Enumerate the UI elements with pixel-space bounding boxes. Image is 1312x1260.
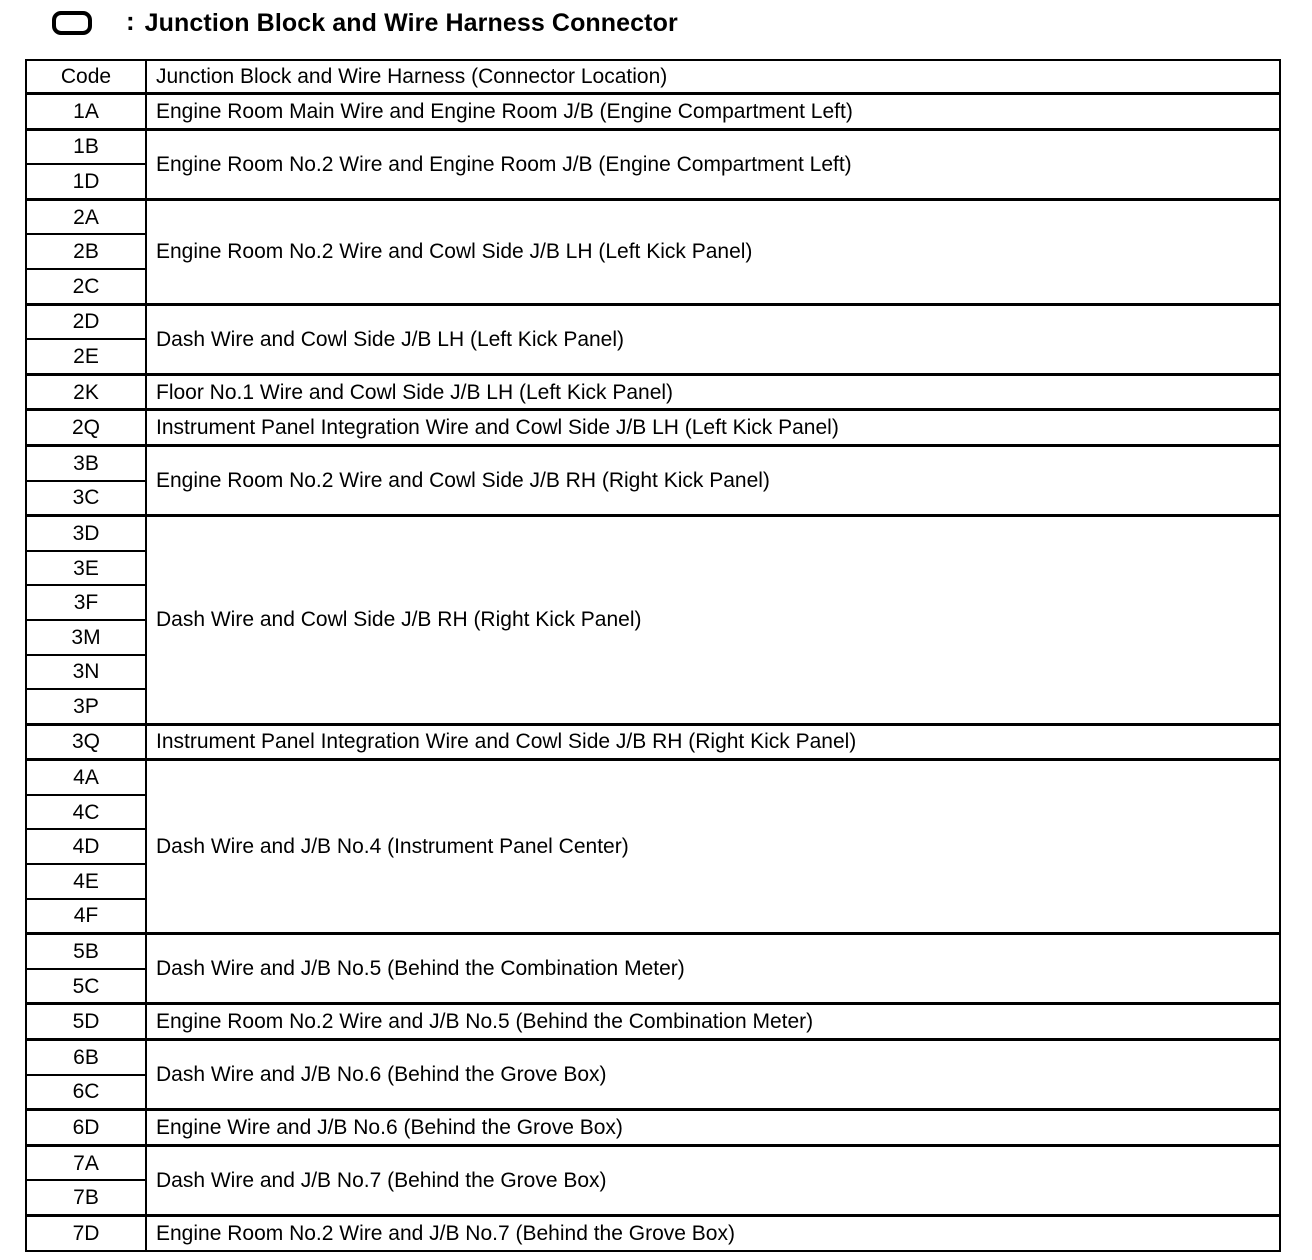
- table-row: [26, 1145, 1280, 1180]
- table-row: [26, 410, 1280, 446]
- connector-code: 6B: [26, 1040, 146, 1075]
- connector-table: [25, 59, 1281, 1252]
- table-row: [26, 445, 1280, 480]
- connector-code: 3P: [26, 689, 146, 724]
- column-header-code: Code: [26, 60, 146, 94]
- connector-code: 5D: [26, 1004, 146, 1040]
- connector-code: 2Q: [26, 410, 146, 446]
- connector-code: 3F: [26, 585, 146, 620]
- table-row: [26, 129, 1280, 164]
- connector-code: 5C: [26, 969, 146, 1004]
- connector-code: 4A: [26, 760, 146, 795]
- connector-location: Engine Room Main Wire and Engine Room J/B (Engine Compartment Left): [146, 94, 1280, 130]
- connector-code: 7A: [26, 1145, 146, 1180]
- connector-code: 4D: [26, 829, 146, 864]
- table-row: [26, 934, 1280, 969]
- connector-code: 1D: [26, 164, 146, 199]
- connector-code: 3B: [26, 445, 146, 480]
- table-row: [26, 724, 1280, 760]
- connector-code: 2E: [26, 339, 146, 374]
- table-row: [26, 374, 1280, 410]
- table-header-row: [26, 60, 1280, 94]
- connector-code: 3M: [26, 620, 146, 655]
- connector-location: Engine Room No.2 Wire and Cowl Side J/B RH (Right Kick Panel): [146, 445, 1280, 515]
- table-row: [26, 1110, 1280, 1146]
- connector-code: 6C: [26, 1075, 146, 1110]
- connector-code: 1A: [26, 94, 146, 130]
- connector-code: 1B: [26, 129, 146, 164]
- connector-location: Dash Wire and J/B No.7 (Behind the Grove Box): [146, 1145, 1280, 1215]
- connector-location: Dash Wire and Cowl Side J/B LH (Left Kick Panel): [146, 304, 1280, 374]
- connector-code: 6D: [26, 1110, 146, 1146]
- page-header: [52, 7, 678, 39]
- header-colon: :: [126, 6, 135, 36]
- table-row: [26, 1216, 1280, 1251]
- connector-table-body: [26, 60, 1280, 1251]
- connector-location: Engine Wire and J/B No.6 (Behind the Grove Box): [146, 1110, 1280, 1146]
- connector-location: Engine Room No.2 Wire and Cowl Side J/B LH (Left Kick Panel): [146, 199, 1280, 304]
- connector-code: 3C: [26, 481, 146, 516]
- table-row: [26, 1004, 1280, 1040]
- column-header-description: Junction Block and Wire Harness (Connector Location): [146, 60, 1280, 94]
- table-row: [26, 304, 1280, 339]
- connector-location: Dash Wire and Cowl Side J/B RH (Right Kick Panel): [146, 516, 1280, 725]
- page-title: Junction Block and Wire Harness Connector: [144, 8, 678, 37]
- connector-location: Instrument Panel Integration Wire and Cowl Side J/B RH (Right Kick Panel): [146, 724, 1280, 760]
- connector-code: 7B: [26, 1180, 146, 1215]
- connector-code: 2D: [26, 304, 146, 339]
- connector-code: 2A: [26, 199, 146, 234]
- table-row: [26, 94, 1280, 130]
- table-row: [26, 760, 1280, 795]
- connector-location: Dash Wire and J/B No.5 (Behind the Combination Meter): [146, 934, 1280, 1004]
- connector-code: 2B: [26, 234, 146, 269]
- connector-code: 3D: [26, 516, 146, 551]
- connector-code: 7D: [26, 1216, 146, 1251]
- connector-location: Floor No.1 Wire and Cowl Side J/B LH (Left Kick Panel): [146, 374, 1280, 410]
- connector-code: 2C: [26, 269, 146, 304]
- connector-code: 5B: [26, 934, 146, 969]
- connector-symbol-icon: [52, 11, 92, 35]
- connector-location: Instrument Panel Integration Wire and Cowl Side J/B LH (Left Kick Panel): [146, 410, 1280, 446]
- table-row: [26, 1040, 1280, 1075]
- connector-code: 4F: [26, 899, 146, 934]
- connector-location: Engine Room No.2 Wire and Engine Room J/B (Engine Compartment Left): [146, 129, 1280, 199]
- connector-code: 4C: [26, 795, 146, 830]
- table-row: [26, 199, 1280, 234]
- connector-location: Dash Wire and J/B No.6 (Behind the Grove Box): [146, 1040, 1280, 1110]
- connector-code: 3Q: [26, 724, 146, 760]
- connector-location: Engine Room No.2 Wire and J/B No.5 (Behind the Combination Meter): [146, 1004, 1280, 1040]
- connector-location: Dash Wire and J/B No.4 (Instrument Panel Center): [146, 760, 1280, 934]
- connector-code: 2K: [26, 374, 146, 410]
- connector-code: 4E: [26, 864, 146, 899]
- table-row: [26, 516, 1280, 551]
- connector-code: 3N: [26, 655, 146, 690]
- connector-code: 3E: [26, 551, 146, 586]
- connector-location: Engine Room No.2 Wire and J/B No.7 (Behind the Grove Box): [146, 1216, 1280, 1251]
